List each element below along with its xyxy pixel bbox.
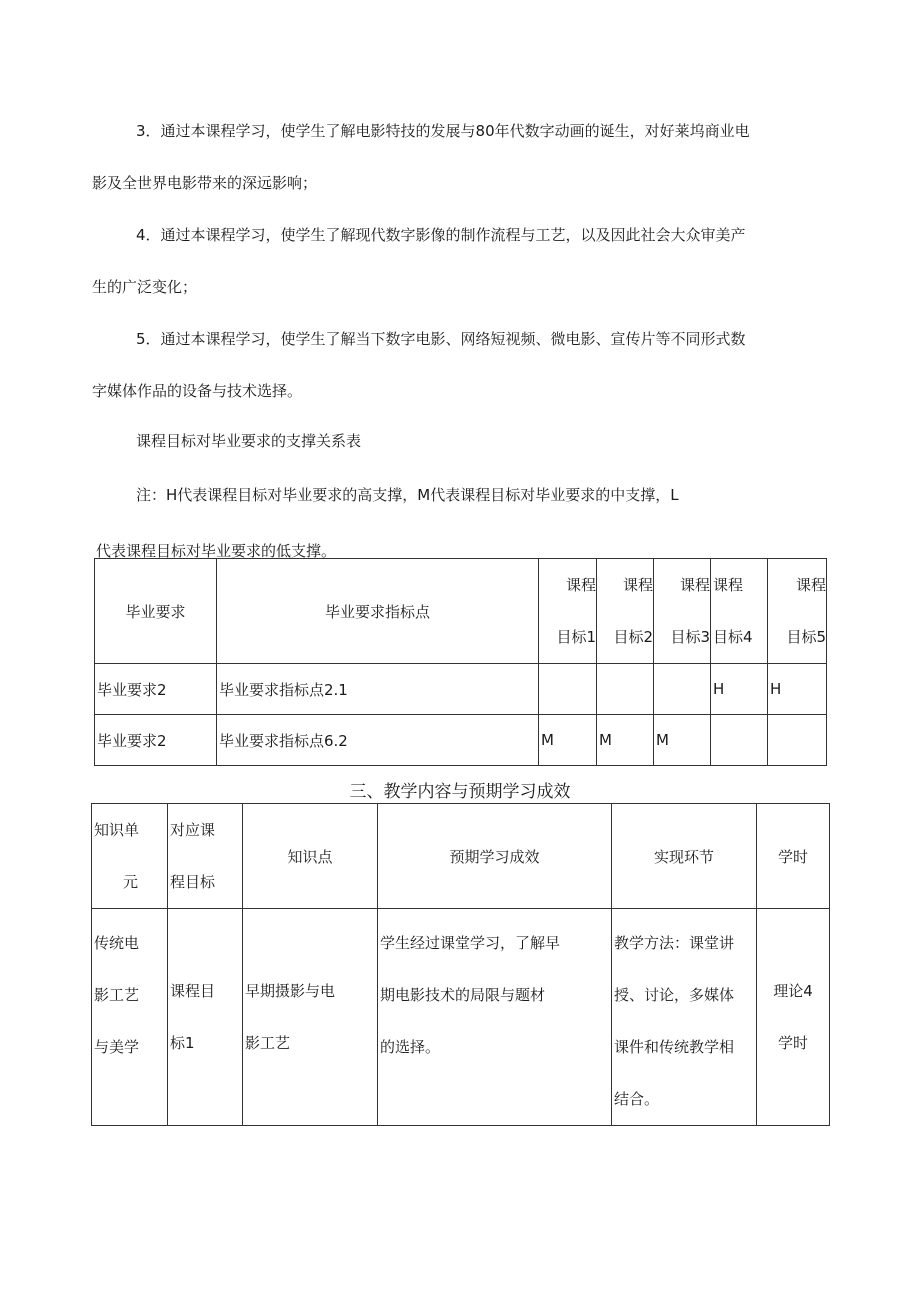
- cell-mark: [539, 664, 597, 715]
- cell-mark: [597, 664, 654, 715]
- cell-mark: H: [768, 664, 827, 715]
- header-graduation-requirement: 毕业要求: [95, 559, 217, 664]
- header-knowledge-unit: [92, 804, 168, 909]
- header-course-goal: [168, 804, 243, 909]
- goal-bottom: 目标5: [786, 628, 826, 646]
- goal-top: 课程: [795, 576, 826, 594]
- cell-line: 授、讨论，多媒体: [614, 986, 735, 1004]
- objective-paragraph-3: [92, 105, 830, 209]
- paragraph-line: 3．通过本课程学习，使学生了解电影特技的发展与80年代数字动画的诞生，对好莱坞商业电: [136, 122, 750, 140]
- goal-top: 课程: [622, 576, 653, 594]
- cell-line: 课件和传统教学相: [614, 1038, 735, 1056]
- header-goal-2: [597, 559, 654, 664]
- goal-top: 课程: [679, 576, 710, 594]
- paragraph-line: 生的广泛变化；: [92, 278, 198, 296]
- cell-line: 理论4: [773, 982, 813, 1000]
- cell-knowledge-unit: [92, 909, 168, 1126]
- header-line: 对应课: [170, 821, 216, 839]
- cell-line: 的选择。: [380, 1038, 441, 1056]
- section-title: 三、教学内容与预期学习成效: [349, 782, 571, 802]
- cell-mark: M: [539, 715, 597, 766]
- objective-paragraph-4: [92, 209, 830, 313]
- cell-hours: [757, 909, 830, 1126]
- cell-mark: H: [711, 664, 768, 715]
- cell-line: 期电影技术的局限与题材: [380, 986, 546, 1004]
- cell-requirement: 毕业要求2: [95, 715, 217, 766]
- paragraph-line: 5．通过本课程学习，使学生了解当下数字电影、网络短视频、微电影、宣传片等不同形式数: [136, 330, 746, 348]
- header-goal-5: [768, 559, 827, 664]
- cell-requirement: 毕业要求2: [95, 664, 217, 715]
- cell-line: 影工艺: [245, 1034, 291, 1052]
- header-goal-1: [539, 559, 597, 664]
- note-line-2: 代表课程目标对毕业要求的低支撑。: [96, 542, 337, 560]
- header-goal-3: [654, 559, 711, 664]
- goal-top: 课程: [565, 576, 596, 594]
- cell-line: 早期摄影与电: [245, 982, 336, 1000]
- header-hours: 学时: [757, 804, 830, 909]
- cell-line: 课程目: [170, 982, 216, 1000]
- header-goal-4: [711, 559, 768, 664]
- cell-course-goal: [168, 909, 243, 1126]
- cell-line: 传统电: [94, 934, 140, 952]
- table-row: [92, 909, 830, 1126]
- header-line: 元: [122, 873, 138, 891]
- header-indicator-point: 毕业要求指标点: [217, 559, 539, 664]
- note-line-1: 注：H代表课程目标对毕业要求的高支撑，M代表课程目标对毕业要求的中支撑，L: [136, 486, 679, 504]
- support-table-title: 课程目标对毕业要求的支撑关系表: [136, 432, 362, 450]
- header-implementation: 实现环节: [612, 804, 757, 909]
- teaching-content-table: [91, 803, 830, 1126]
- cell-line: 与美学: [94, 1038, 140, 1056]
- cell-line: 学时: [777, 1034, 808, 1052]
- paragraph-line: 字媒体作品的设备与技术选择。: [92, 382, 303, 400]
- cell-line: 教学方法：课堂讲: [614, 934, 735, 952]
- cell-mark: [654, 664, 711, 715]
- cell-indicator-point: 毕业要求指标点2.1: [217, 664, 539, 715]
- support-relationship-table: [94, 558, 827, 766]
- goal-bottom: 目标4: [713, 628, 753, 646]
- cell-line: 结合。: [614, 1090, 660, 1108]
- table-row: [95, 715, 827, 766]
- cell-mark: [711, 715, 768, 766]
- goal-bottom: 目标1: [556, 628, 596, 646]
- goal-bottom: 目标2: [613, 628, 653, 646]
- cell-line: 影工艺: [94, 986, 140, 1004]
- goal-bottom: 目标3: [670, 628, 710, 646]
- cell-mark: [768, 715, 827, 766]
- paragraph-line: 4．通过本课程学习，使学生了解现代数字影像的制作流程与工艺，以及因此社会大众审美产: [136, 226, 746, 244]
- table-row: [95, 664, 827, 715]
- cell-line: 学生经过课堂学习，了解早: [380, 934, 561, 952]
- paragraph-line: 影及全世界电影带来的深远影响；: [92, 174, 318, 192]
- header-line: 程目标: [170, 873, 216, 891]
- header-expected-outcome: 预期学习成效: [378, 804, 612, 909]
- header-knowledge-point: 知识点: [243, 804, 378, 909]
- cell-line: 标1: [170, 1034, 195, 1052]
- cell-expected-outcome: [378, 909, 612, 1126]
- table-header-row: [92, 804, 830, 909]
- table-header-row: [95, 559, 827, 664]
- cell-implementation: [612, 909, 757, 1126]
- cell-mark: M: [654, 715, 711, 766]
- cell-knowledge-point: [243, 909, 378, 1126]
- goal-top: 课程: [713, 576, 744, 594]
- cell-indicator-point: 毕业要求指标点6.2: [217, 715, 539, 766]
- header-line: 知识单: [94, 821, 140, 839]
- cell-mark: M: [597, 715, 654, 766]
- objective-paragraph-5: [92, 313, 830, 417]
